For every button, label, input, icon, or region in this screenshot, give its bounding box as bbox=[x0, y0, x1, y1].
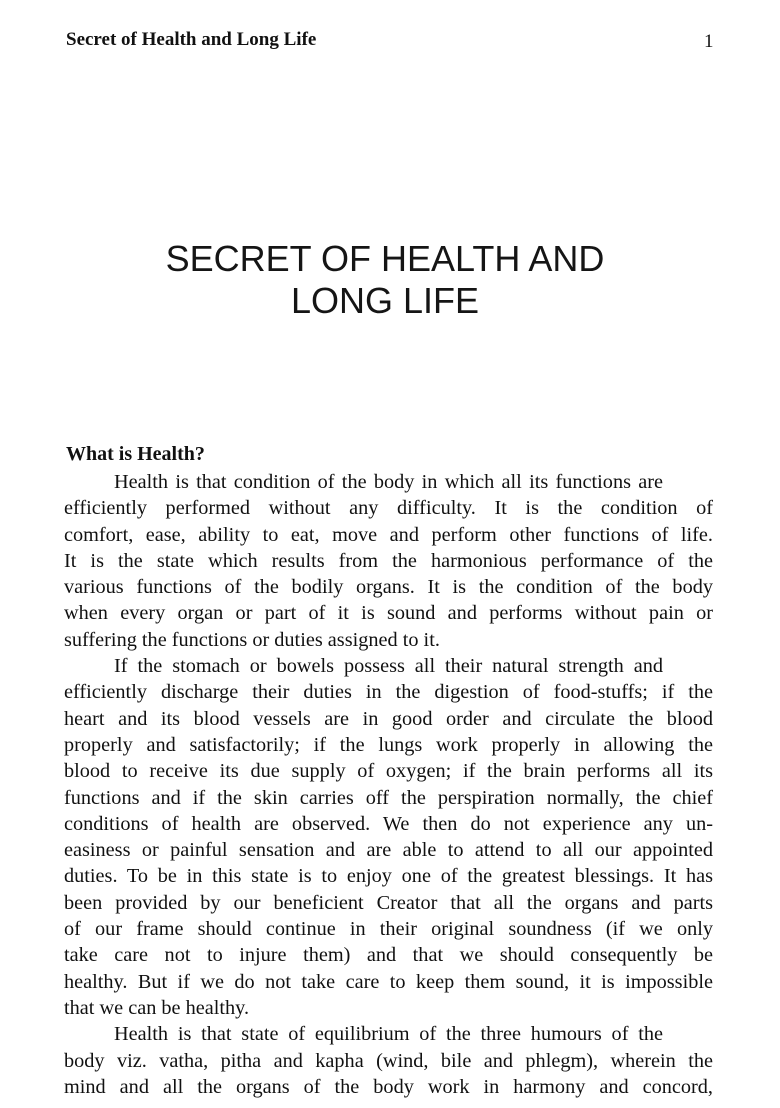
text-line-content: efficiently performed without any difficulty. It is the condition of bbox=[64, 497, 713, 520]
text-line-content: various functions of the bodily organs. It is the condition of the body bbox=[64, 576, 713, 599]
text-line bbox=[64, 732, 713, 758]
text-line-content: that we can be healthy. bbox=[64, 996, 250, 1019]
text-line bbox=[64, 890, 713, 916]
text-line bbox=[64, 627, 713, 653]
page-number: 1 bbox=[704, 31, 714, 52]
text-line bbox=[64, 969, 713, 995]
text-line-content: body viz. vatha, pitha and kapha (wind, bile and phlegm), wherein the bbox=[64, 1049, 713, 1072]
text-line bbox=[64, 706, 713, 732]
text-line-content: healthy. But if we do not take care to keep them sound, it is impossible bbox=[64, 970, 713, 993]
text-line-content: suffering the functions or duties assigned to it. bbox=[64, 628, 440, 651]
chapter-title-line: SECRET OF HEALTH AND bbox=[165, 238, 605, 279]
text-line bbox=[64, 785, 713, 811]
body-text bbox=[64, 469, 713, 1100]
text-line bbox=[64, 837, 713, 863]
text-line-content: of our frame should continue in their original soundness (if we only bbox=[64, 918, 713, 941]
text-line-content: Health is that state of equilibrium of the three humours of the bbox=[114, 1023, 663, 1046]
text-line-content: If the stomach or bowels possess all their natural strength and bbox=[114, 655, 663, 678]
text-line-content: take care not to injure them) and that we should consequently be bbox=[64, 944, 713, 967]
text-line bbox=[64, 916, 713, 942]
text-line-content: Health is that condition of the body in which all its functions are bbox=[114, 471, 663, 493]
text-line bbox=[64, 1048, 713, 1074]
text-line bbox=[64, 1074, 713, 1100]
text-line bbox=[64, 811, 713, 837]
chapter-title-line: LONG LIFE bbox=[290, 280, 480, 321]
text-line-content: efficiently discharge their duties in the digestion of food-stuffs; if the bbox=[64, 681, 713, 704]
text-line-content: easiness or painful sensation and are able to attend to all our appointed bbox=[64, 839, 713, 862]
text-line bbox=[64, 469, 713, 495]
text-line bbox=[64, 995, 713, 1021]
text-line-content: been provided by our beneficient Creator that all the organs and parts bbox=[64, 891, 713, 914]
text-line-content: properly and satisfactorily; if the lungs work properly in allowing the bbox=[64, 733, 713, 756]
text-line bbox=[64, 522, 713, 548]
section-heading: What is Health? bbox=[66, 443, 205, 465]
text-line bbox=[64, 600, 713, 626]
text-line-content: mind and all the organs of the body work in harmony and concord, bbox=[64, 1075, 713, 1098]
text-line-content: conditions of health are observed. We then do not experience any un- bbox=[64, 812, 713, 835]
text-line bbox=[64, 758, 713, 784]
text-line bbox=[64, 653, 713, 679]
text-line bbox=[64, 1021, 713, 1047]
text-line-content: functions and if the skin carries off the perspiration normally, the chief bbox=[64, 786, 713, 809]
text-line-content: when every organ or part of it is sound and performs without pain or bbox=[64, 602, 713, 625]
text-line-content: heart and its blood vessels are in good order and circulate the blood bbox=[64, 707, 713, 730]
text-line-content: blood to receive its due supply of oxygen; if the brain performs all its bbox=[64, 760, 713, 783]
text-line-content: duties. To be in this state is to enjoy one of the greatest blessings. It has bbox=[64, 865, 713, 888]
text-line bbox=[64, 679, 713, 705]
text-line-content: comfort, ease, ability to eat, move and perform other functions of life. bbox=[64, 523, 713, 546]
text-line bbox=[64, 495, 713, 521]
running-head: Secret of Health and Long Life bbox=[66, 29, 317, 50]
text-line-content: It is the state which results from the harmonious performance of the bbox=[64, 549, 713, 572]
chapter-title bbox=[0, 238, 770, 322]
text-line bbox=[64, 574, 713, 600]
text-line bbox=[64, 863, 713, 889]
text-line bbox=[64, 942, 713, 968]
text-line bbox=[64, 548, 713, 574]
